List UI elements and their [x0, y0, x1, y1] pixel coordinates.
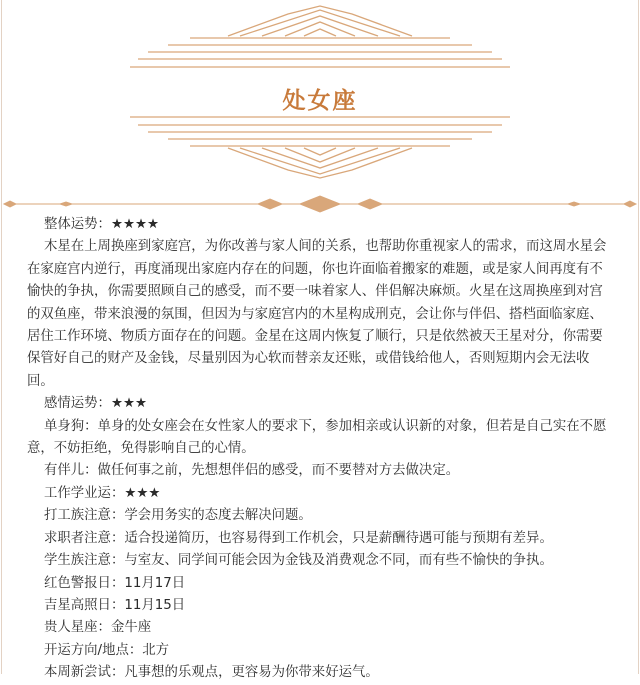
work-students: 学生族注意：与室友、同学间可能会因为金钱及消费观念不同，而有些不愉快的争执。 [44, 553, 553, 569]
work-jobseekers: 求职者注意：适合投递简历，也容易得到工作机会，只是薪酬待遇可能与预期有差异。 [44, 530, 553, 546]
page-title: 处女座 [282, 88, 358, 114]
love-heading: 感情运势：★★★ [44, 396, 147, 412]
weekly-new-try: 本周新尝试：凡事想的乐观点，更容易为你带来好运气。 [44, 665, 379, 681]
work-workers: 打工族注意：学会用务实的态度去解决问题。 [44, 508, 312, 524]
love-single: 单身狗：单身的处女座会在女性家人的要求下，参加相亲或认识新的对象，但若是自己实在不愿意，不妨拒绝，免得影响自己的心情。 [27, 418, 607, 457]
overall-heading: 整体运势：★★★★ [44, 217, 159, 232]
section-divider [0, 192, 640, 216]
horoscope-content [27, 214, 615, 685]
red-alert-day: 红色警报日：11月17日 [44, 575, 186, 591]
overall-body: 木星在上周换座到家庭宫，为你改善与家人间的关系，也帮助你重视家人的需求，而这周水星会在家庭宫内逆行，再度涌现出家庭内存在的问题，你也许面临着搬家的难题，或是家人间再度有不愉快的争执，你需要照顾自己的感受，而不要一味着家人、伴侣解决麻烦。火星在这周换座到对宫的双鱼座，带来浪漫的氛围，但因为与家庭宫内的木星构成刑克，会让你与伴侣、搭档面临家庭、居住工作环境、物质方面存在的问题。金星在这周内恢复了顺行，只是依然被天王星对分，你需要保管好自己的财产及金钱，尽量别因为心软而替亲友还账，或借钱给他人，否则短期内会无法收回。 [27, 239, 607, 389]
lucky-direction: 开运方向/地点：北方 [44, 642, 170, 658]
title-banner [0, 0, 640, 190]
love-couple: 有伴儿：做任何事之前，先想想伴侣的感受，而不要替对方去做决定。 [44, 463, 460, 479]
work-heading: 工作学业运：★★★ [44, 485, 161, 501]
lucky-day: 吉星高照日：11月15日 [44, 597, 186, 613]
noble-sign: 贵人星座：金牛座 [44, 620, 152, 636]
